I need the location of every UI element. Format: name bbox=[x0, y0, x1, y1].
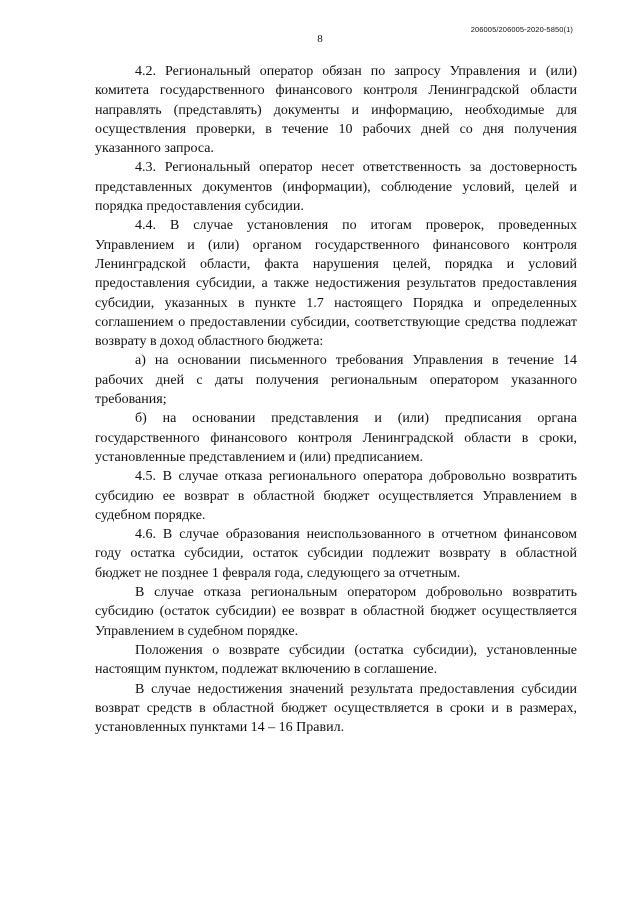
paragraph-4-4-a: а) на основании письменного требования Управления в течение 14 рабочих дней с даты получения региональным оператором указанного требования; bbox=[95, 353, 577, 408]
paragraph-4-6-results: В случае недостижения значений результата предоставления субсидии возврат средств в областной бюджет осуществляется в сроки и в размерах, установленных пунктами 14 – 16 Правил. bbox=[95, 681, 577, 736]
paragraph-4-3: 4.3. Региональный оператор несет ответственность за достоверность представленных документов (информации), соблюдение условий, целей и порядка предоставления субсидии. bbox=[95, 160, 577, 215]
paragraph-4-4: 4.4. В случае установления по итогам проверок, проведенных Управлением и (или) органом государственного финансового контроля Ленинградской области, факта нарушения целей, порядка и условий предоставления субсидии, а также недостижения результатов предоставления субсидии, указанных в пункте 1.7 настоящего Порядка и определенных соглашением о предоставлении субсидии, соответствующие средства подлежат возврату в доход областного бюджета: bbox=[95, 218, 577, 350]
paragraph-4-6-refusal: В случае отказа региональным оператором добровольно возвратить субсидию (остаток субсидии) ее возврат в областной бюджет осуществляется Управлением в судебном порядке. bbox=[95, 585, 577, 639]
paragraph-4-5: 4.5. В случае отказа регионального оператора добровольно возвратить субсидию ее возврат в областной бюджет осуществляется Управлением в судебном порядке. bbox=[95, 469, 577, 523]
paragraph-4-6: 4.6. В случае образования неиспользованного в отчетном финансовом году остатка субсидии, остаток субсидии подлежит возврату в областной бюджет не позднее 1 февраля года, следующего за отчетным. bbox=[95, 527, 577, 581]
paragraph-4-4-b: б) на основании представления и (или) предписания органа государственного финансового контроля Ленинградской области в сроки, установленные представлением и (или) предписанием. bbox=[95, 411, 577, 465]
paragraph-4-6-agreement: Положения о возврате субсидии (остатка субсидии), установленные настоящим пунктом, подлежат включению в соглашение. bbox=[95, 642, 577, 678]
document-body bbox=[95, 62, 577, 737]
document-id: 206005/206005-2020-5850(1) bbox=[470, 25, 573, 34]
paragraph-4-2: 4.2. Региональный оператор обязан по запросу Управления и (или) комитета государственного финансового контроля Ленинградской области направлять (представлять) документы и информацию, необходимые для осуществления проверки, в течение 10 рабочих дней со дня получения указанного запроса. bbox=[95, 64, 577, 157]
page-number: 8 bbox=[317, 33, 323, 45]
